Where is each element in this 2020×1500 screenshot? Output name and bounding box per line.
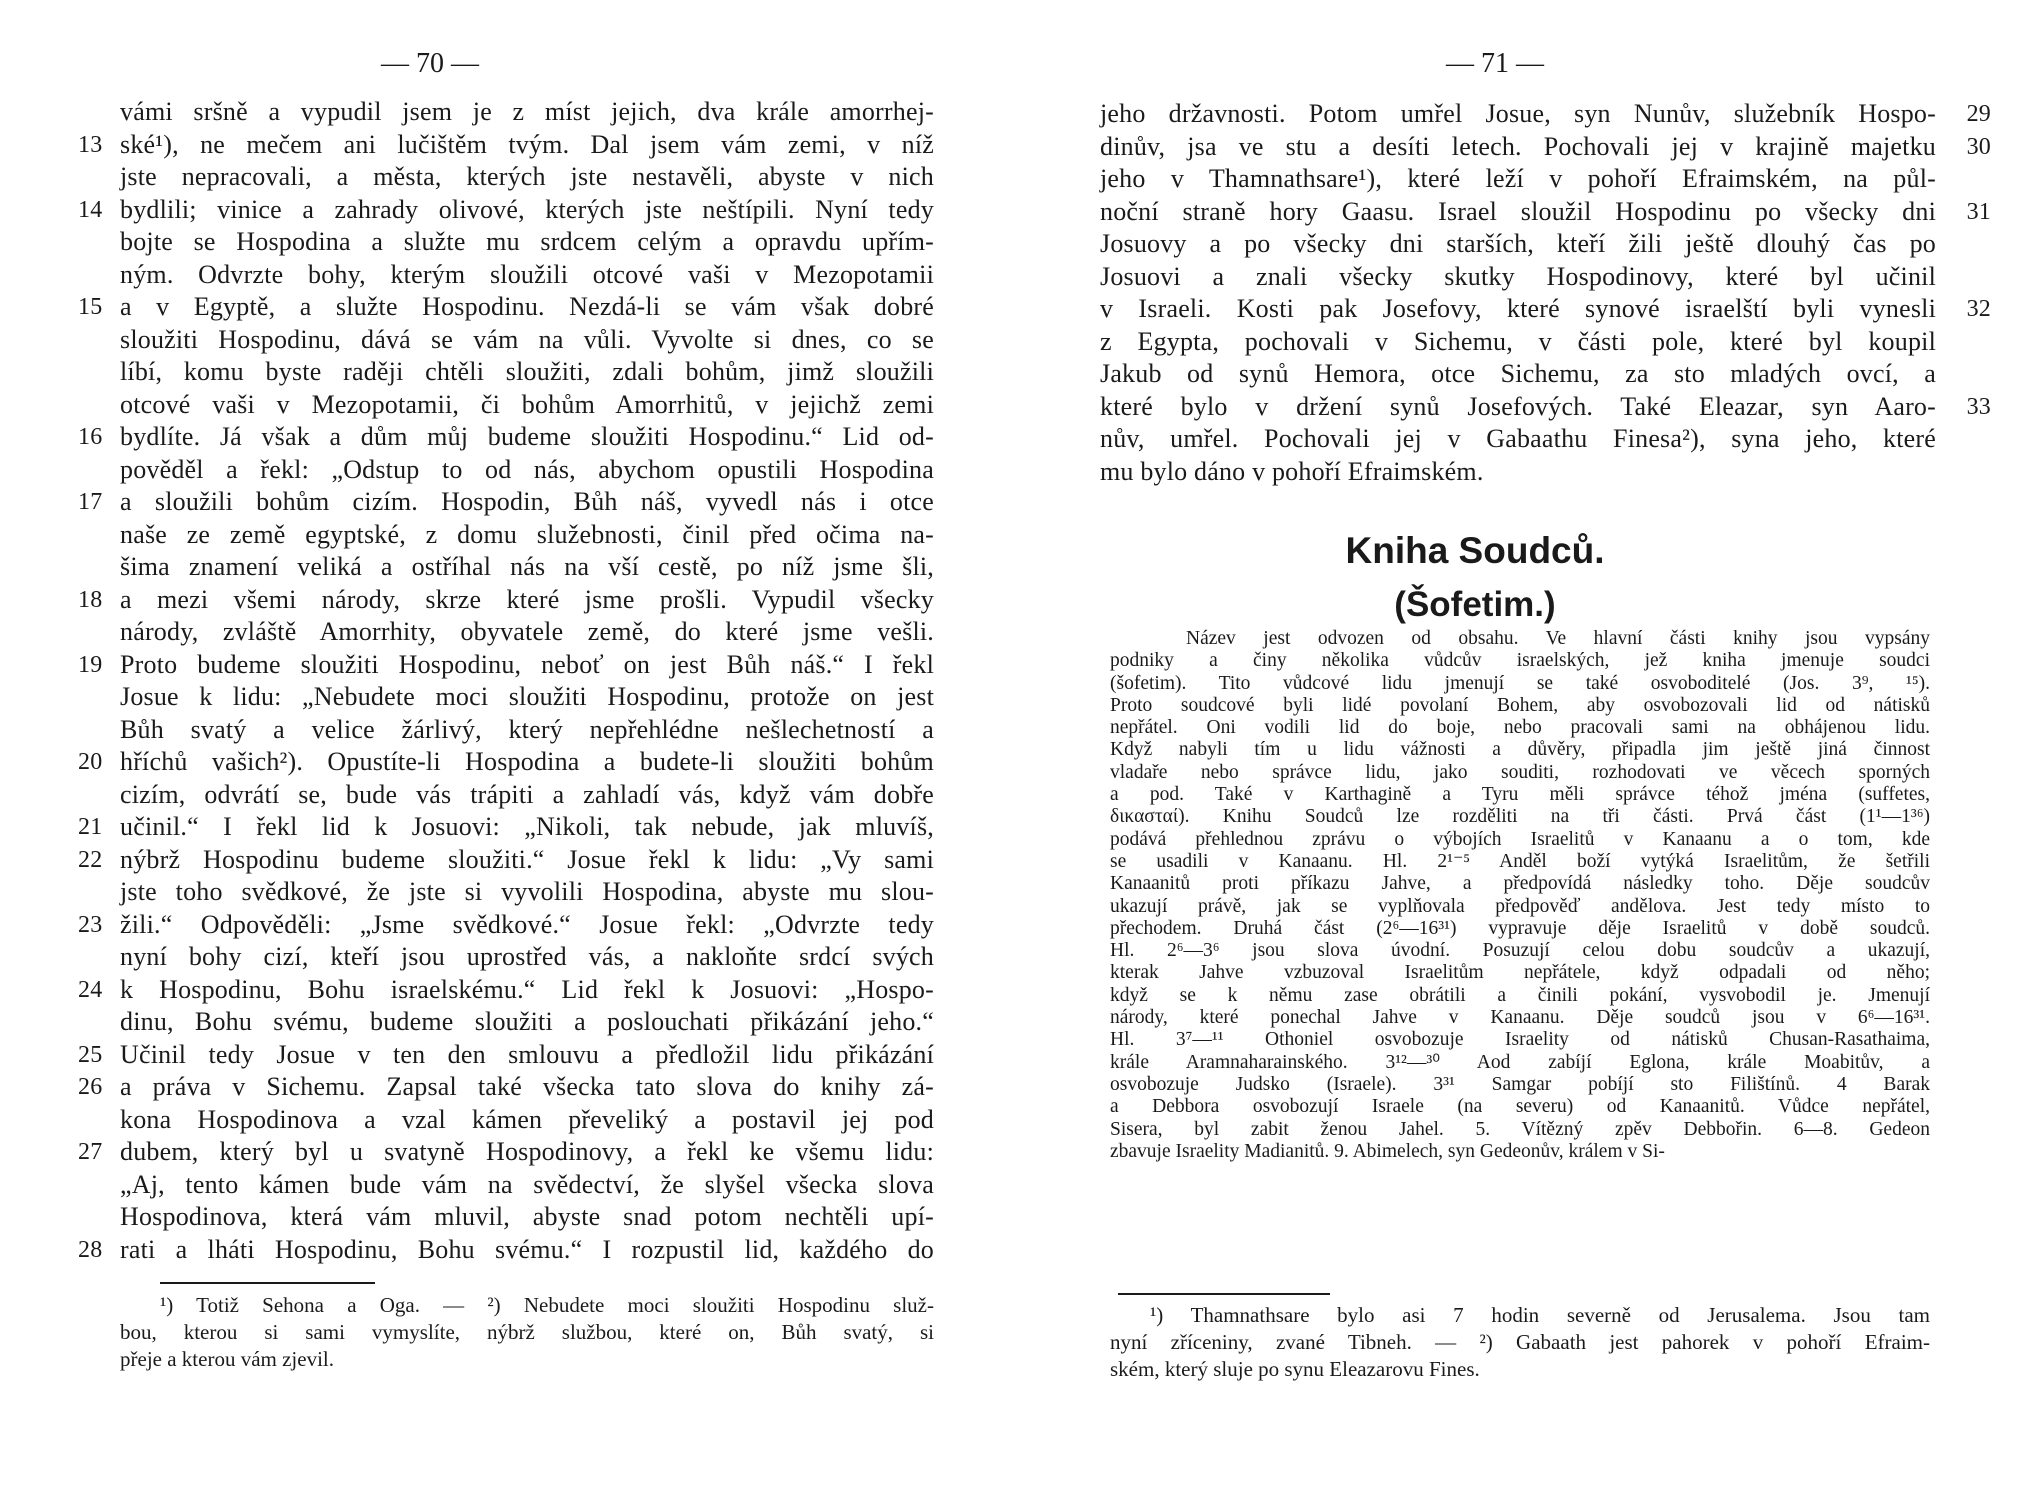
text-line (78, 291, 934, 324)
chapter-heading: Kniha Soudců. (1345, 530, 1605, 571)
intro-line: krále Aramnaharainského. 3¹²—³⁰ Aod zabíjí Eglona, krále Moabitův, a (1110, 1051, 1930, 1073)
footnote-line: ¹) Thamnathsare bylo asi 7 hodin severně od Jerusalema. Jsou tam (1150, 1303, 1930, 1327)
line-text: nův, umřel. Pochovali jej v Gabaathu Finesa²), syna jeho, které (1100, 424, 1936, 453)
line-text: Učinil tedy Josue v ten den smlouvu a předložil lidu přikázání (120, 1039, 934, 1069)
intro-text (1110, 628, 1930, 1163)
line-text: sloužiti Hospodinu, dává se vám na vůli. Vyvolte si dnes, co se (120, 324, 934, 354)
text-line (120, 454, 934, 487)
verse-number: 21 (78, 814, 103, 840)
text-line (120, 779, 934, 812)
line-text: Proto budeme sloužiti Hospodinu, neboť on jest Bůh náš.“ I řekl (120, 649, 934, 679)
line-text: Josuovy a po všecky dni starších, kteří žili ještě dlouhý čas po (1100, 229, 1936, 258)
verse-number: 30 (1966, 133, 1991, 160)
verse-number: 24 (78, 976, 103, 1003)
line-text: otcové vaši v Mezopotamii, či bohům Amorrhitů, v jejichž zemi (120, 389, 934, 419)
footnotes (1110, 1302, 1930, 1383)
line-text: bydlili; vinice a zahrady olivové, kterých jste neštípili. Nyní tedy (120, 194, 934, 224)
text-line (78, 746, 934, 779)
verse-number: 18 (78, 586, 103, 613)
text-line (78, 811, 934, 844)
line-text: mu bylo dáno v pohoří Efraimském. (1100, 456, 1484, 486)
intro-line: když se k němu zase obrátili a činili pokání, vysvobodil je. Jmenují (1110, 984, 1930, 1006)
line-text: jste nepracovali, a města, kterých jste nestavěli, abyste v nich (120, 162, 934, 191)
line-text: dinu, Bohu svému, budeme sloužiti a poslouchati přikázání jeho.“ (120, 1007, 934, 1036)
line-text: bojte se Hospodina a služte mu srdcem celým a opravdu upřím- (120, 227, 934, 256)
verse-number: 32 (1966, 296, 1991, 322)
line-text: žili.“ Odpověděli: „Jsme svědkové.“ Josue řekl: „Odvrzte tedy (120, 909, 934, 939)
intro-line: ukazují právě, jak se vyplňovala předpověď andělova. Jest tedy místo to (1110, 895, 1930, 917)
verse-number: 28 (78, 1236, 103, 1263)
intro-line: Název jest odvozen od obsahu. Ve hlavní části knihy jsou vypsány (1186, 628, 1930, 649)
verse-number: 19 (78, 651, 103, 678)
verse-number: 33 (1966, 393, 1991, 420)
intro-line: Proto soudcové byli lidé povolaní Bohem, aby osvobozovali lid od nátisků (1110, 694, 1930, 716)
body-text (78, 96, 934, 1266)
footnote-divider (1118, 1293, 1330, 1295)
text-line (78, 1071, 934, 1104)
text-line (1100, 456, 1936, 489)
verse-number: 25 (78, 1041, 103, 1068)
intro-line: (šofetim). Tito vůdcové lidu jmenují se také osvoboditelé (Jos. 3⁹, ¹⁵). (1110, 672, 1930, 694)
line-text: ným. Odvrzte bohy, kterým sloužili otcové vaši v Mezopotamii (120, 259, 934, 289)
body-text (1100, 98, 1991, 488)
line-text: nýbrž Hospodinu budeme sloužiti.“ Josue řekl k lidu: „Vy sami (120, 844, 934, 874)
verse-number: 29 (1966, 101, 1991, 127)
line-text: šima znamení veliká a ostříhal nás na vší cestě, po níž jsme šli, (120, 552, 934, 581)
line-text: cizím, odvrátí se, bude vás trápiti a zahladí vás, když vám dobře (120, 779, 934, 809)
verse-number: 16 (78, 424, 103, 450)
text-line (78, 909, 934, 942)
line-text: Jakub od synů Hemora, otce Sichemu, za sto mladých ovcí, a (1100, 359, 1936, 388)
intro-line: kterak Jahve vzbuzoval Israelitům nepřátele, když odpadali od něho; (1110, 962, 1930, 984)
line-text: noční straně hory Gaasu. Israel sloužil Hospodinu po všecky dni (1100, 196, 1936, 226)
line-text: „Aj, tento kámen bude vám na svědectví, že slyšel všecka slova (120, 1169, 934, 1199)
verse-number: 27 (78, 1139, 103, 1165)
text-line (78, 421, 934, 454)
line-text: rati a lháti Hospodinu, Bohu svému.“ I rozpustil lid, každého do (120, 1234, 934, 1264)
line-text: dubem, který byl u svatyně Hospodinovy, a řekl ke všemu lidu: (120, 1137, 934, 1166)
intro-line: Kanaanitů proti příkazu Jahve, a předpovídá následky toho. Děje soudcův (1110, 873, 1930, 895)
line-text: a práva v Sichemu. Zapsal také všecka tato slova do knihy zá- (120, 1072, 934, 1101)
text-line (1100, 228, 1936, 261)
text-line (120, 616, 934, 649)
text-line (1100, 326, 1936, 359)
line-text: hříchů vašich²). Opustíte-li Hospodina a budete-li sloužiti bohům (120, 747, 934, 776)
line-text: a v Egyptě, a služte Hospodinu. Nezdá-li se vám však dobré (120, 292, 934, 321)
verse-number: 20 (78, 749, 103, 775)
footnote-line: přeje a kterou vám zjevil. (120, 1347, 334, 1371)
text-line (120, 96, 934, 129)
text-line (120, 259, 934, 292)
line-text: naše ze země egyptské, z domu služebnosti, činil před očima na- (120, 519, 934, 549)
text-line (78, 649, 934, 682)
verse-number: 31 (1966, 198, 1991, 225)
intro-line: osvobozuje Judsko (Israele). 3³¹ Samgar pobíjí sto Filištínů. 4 Barak (1110, 1073, 1930, 1095)
text-line (1100, 293, 1991, 326)
line-text: kona Hospodinova a vzal kámen převeliký a postavil jej pod (120, 1104, 934, 1134)
text-line (120, 356, 934, 389)
text-line (78, 844, 934, 877)
text-line (1100, 391, 1991, 424)
text-line (120, 714, 934, 747)
text-line (120, 519, 934, 552)
line-text: líbí, komu byste raději chtěli sloužiti, zdali bohům, jimž sloužili (120, 357, 934, 386)
text-line (120, 1104, 934, 1137)
text-line (1100, 358, 1936, 391)
line-text: vámi sršně a vypudil jsem je z míst jejich, dva krále amorrhej- (120, 97, 934, 126)
intro-line: nepřátel. Oni vodili lid do boje, nebo pracovali sami na obhájenou lidu. (1110, 717, 1930, 739)
line-text: Hospodinova, která vám mluvil, abyste snad potom nechtěli upí- (120, 1202, 934, 1231)
text-line (120, 551, 934, 584)
intro-line: Sisera, byl zabit ženou Jahel. 5. Vítězný zpěv Debbořin. 6—8. Gedeon (1110, 1118, 1930, 1140)
line-text: učinil.“ I řekl lid k Josuovi: „Nikoli, tak nebude, jak mluvíš, (120, 812, 934, 841)
footnote-line: ském, který sluje po synu Eleazarovu Fines. (1110, 1357, 1480, 1381)
text-line (120, 324, 934, 357)
verse-number: 26 (78, 1074, 103, 1100)
verse-number: 22 (78, 846, 103, 873)
intro-line: δικασταί). Knihu Soudců lze rozděliti na tři části. Prvá část (1¹—1³⁶) (1110, 806, 1930, 828)
text-line (78, 486, 934, 519)
footnote-line: ¹) Totiž Sehona a Oga. — ²) Nebudete moci sloužiti Hospodinu služ- (160, 1293, 934, 1317)
verse-number: 14 (78, 196, 103, 223)
verse-number: 13 (78, 131, 103, 158)
intro-line: přechodem. Druhá část (2⁶—16³¹) vypravuje děje Israelitů v době soudců. (1110, 917, 1930, 939)
intro-line: Když nabyli tím u lidu vážnosti a důvěry, připadla jim ještě jiná činnost (1110, 739, 1930, 761)
text-line (1100, 98, 1991, 131)
text-line (78, 1234, 934, 1267)
text-line (1100, 261, 1936, 294)
intro-line: národy, které ponechal Jahve v Kanaanu. Děje soudců jsou v 6⁶—16³¹. (1110, 1007, 1930, 1029)
line-text: a sloužili bohům cizím. Hospodin, Bůh náš, vyvedl nás i otce (120, 487, 934, 516)
page-number: — 71 — (1446, 48, 1544, 79)
footnote-line: bou, kterou si sami vymyslíte, nýbrž službou, které on, Bůh svatý, si (120, 1320, 934, 1344)
text-line (120, 161, 934, 194)
intro-line: zbavuje Israelity Madianitů. 9. Abimelech, syn Gedeonův, králem v Si- (1110, 1140, 1665, 1162)
verse-number: 17 (78, 489, 103, 515)
line-text: pověděl a řekl: „Odstup to od nás, abychom opustili Hospodina (120, 454, 934, 484)
intro-line: vladaře nebo správce lidu, jako souditi, rozhodovati ve věcech sporných (1110, 761, 1930, 783)
line-text: národy, zvláště Amorrhity, obyvatele země, do které jsme vešli. (120, 617, 934, 646)
line-text: nyní bohy cizí, kteří jsou uprostřed vás, a nakloňte srdcí svých (120, 942, 934, 971)
verse-number: 23 (78, 911, 103, 938)
intro-line: podává přehlednou zprávu o výbojích Israelitů v Kanaanu a o tom, kde (1110, 828, 1930, 850)
line-text: v Israeli. Kosti pak Josefovy, které synové israelští byli vynesli (1100, 294, 1936, 323)
text-line (120, 226, 934, 259)
text-line (120, 876, 934, 909)
text-line (78, 1136, 934, 1169)
line-text: ské¹), ne mečem ani lučištěm tvým. Dal jsem vám zemi, v níž (120, 129, 934, 159)
text-line (78, 974, 934, 1007)
page-number: — 70 — (381, 48, 479, 79)
line-text: které bylo v držení synů Josefových. Také Eleazar, syn Aaro- (1100, 391, 1936, 421)
text-line (1100, 196, 1991, 229)
chapter-subheading: (Šofetim.) (1394, 585, 1556, 624)
intro-line: a pod. Také v Karthagině a Tyru měli správce téhož jména (suffetes, (1110, 784, 1930, 806)
line-text: Bůh svatý a velice žárlivý, který nepřehlédne nešlechetností a (120, 714, 934, 744)
text-line (1100, 423, 1936, 456)
intro-line: Hl. 3⁷—¹¹ Othoniel osvobozuje Israelity od nátisků Chusan-Rasathaima, (1110, 1029, 1930, 1051)
line-text: Josue k lidu: „Nebudete moci sloužiti Hospodinu, protože on jest (120, 682, 934, 711)
text-line (120, 1169, 934, 1202)
text-line (1100, 163, 1936, 196)
text-line (78, 129, 934, 162)
line-text: a mezi všemi národy, skrze které jsme prošli. Vypudil všecky (120, 584, 934, 614)
line-text: dinův, jsa ve stu a desíti letech. Pochovali jej v krajině majetku (1100, 131, 1936, 161)
line-text: jeho v Thamnathsare¹), které leží v pohoří Efraimském, na půl- (1100, 164, 1936, 193)
footnotes (120, 1292, 934, 1373)
right-page (1010, 0, 2020, 1500)
text-line (120, 389, 934, 422)
text-line (78, 1039, 934, 1072)
footnote-line: nyní zříceniny, zvané Tibneh. — ²) Gabaath jest pahorek v pohoří Efraim- (1110, 1330, 1930, 1354)
text-line (120, 941, 934, 974)
intro-line: se usadili v Kanaanu. Hl. 2¹⁻⁵ Anděl boží vytýká Israelitům, že šetřili (1110, 850, 1930, 872)
intro-line: podniky a činy několika vůdcův israelských, jež kniha jmenuje soudci (1110, 650, 1930, 672)
footnote-divider (160, 1282, 375, 1284)
line-text: k Hospodinu, Bohu israelskému.“ Lid řekl k Josuovi: „Hospo- (120, 974, 934, 1004)
line-text: Josuovi a znali všecky skutky Hospodinovy, které byl učinil (1100, 261, 1936, 291)
text-line (78, 194, 934, 227)
intro-line: Hl. 2⁶—3⁶ jsou slova úvodní. Posuzují celou dobu soudcův a ukazují, (1110, 940, 1930, 962)
text-line (78, 584, 934, 617)
text-line (120, 1201, 934, 1234)
line-text: jeho državnosti. Potom umřel Josue, syn Nunův, služebník Hospo- (1100, 99, 1936, 128)
verse-number: 15 (78, 294, 103, 320)
text-line (1100, 131, 1991, 164)
line-text: z Egypta, pochovali v Sichemu, v části pole, které byl koupil (1100, 326, 1936, 356)
intro-line: a Debbora osvobozují Israele (na severu) od Kanaanitů. Vůdce nepřátel, (1110, 1096, 1930, 1118)
text-line (120, 1006, 934, 1039)
text-line (120, 681, 934, 714)
line-text: bydlíte. Já však a dům můj budeme sloužiti Hospodinu.“ Lid od- (120, 422, 934, 451)
line-text: jste toho svědkové, že jste si vyvolili Hospodina, abyste mu slou- (120, 877, 934, 906)
